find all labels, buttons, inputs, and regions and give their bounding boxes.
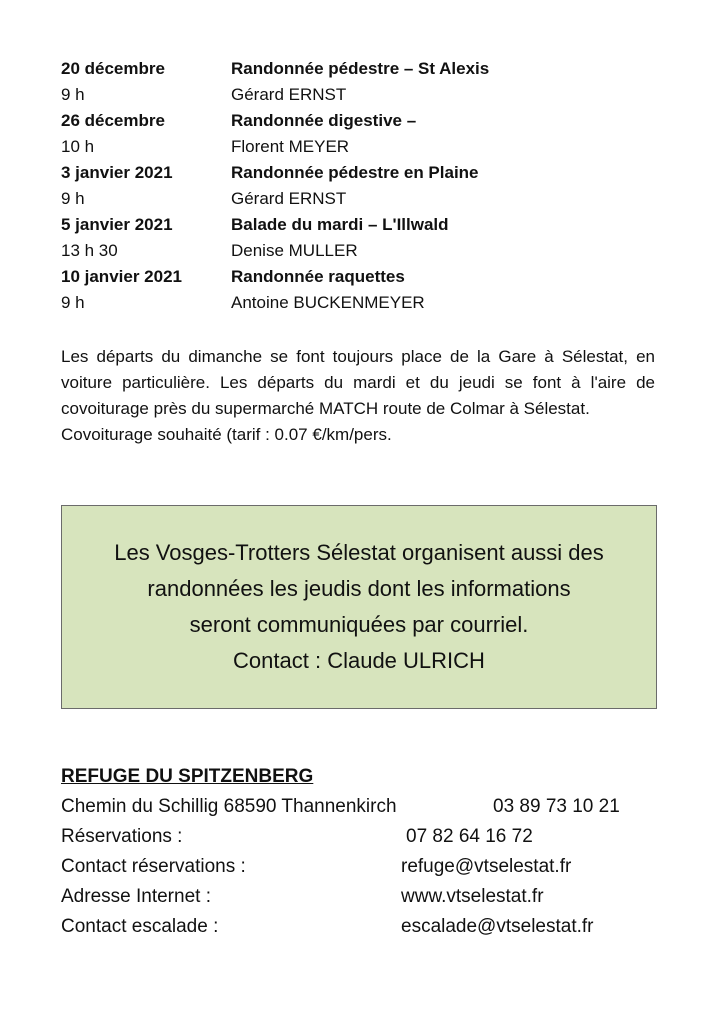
website-label: Adresse Internet : [61,886,211,907]
schedule-event-row [61,264,489,290]
schedule-detail-row [61,82,489,108]
schedule-event-row [61,160,489,186]
website-link[interactable]: www.vtselestat.fr [401,886,544,907]
event-time: 13 h 30 [61,241,118,260]
event-time: 9 h [61,293,85,312]
event-time: 10 h [61,137,95,156]
schedule-list [61,56,489,316]
climbing-contact-email[interactable]: escalade@vtselestat.fr [401,916,594,937]
reservations-row [61,822,661,852]
contact-reservations-email[interactable]: refuge@vtselestat.fr [401,856,572,877]
departure-notes [61,344,655,448]
schedule-detail-row [61,134,489,160]
callout-line: randonnées les jeudis dont les informations [147,576,571,601]
reservations-phone: 07 82 64 16 72 [406,826,533,847]
reservations-label: Réservations : [61,826,183,847]
schedule-detail-row [61,238,489,264]
refuge-address: Chemin du Schillig 68590 Thannenkirch [61,796,397,817]
website-row [61,882,661,912]
refuge-address-row [61,792,661,822]
refuge-phone: 03 89 73 10 21 [493,796,620,817]
event-date: 3 janvier 2021 [61,163,173,182]
schedule-event-row [61,108,489,134]
climbing-contact-label: Contact escalade : [61,916,219,937]
event-time: 9 h [61,85,85,104]
climbing-contact-row [61,912,661,942]
contact-reservations-row [61,852,661,882]
event-guide: Gérard ERNST [231,189,347,208]
schedule-event-row [61,56,489,82]
event-title: Randonnée raquettes [231,267,405,286]
event-guide: Antoine BUCKENMEYER [231,293,425,312]
contact-reservations-label: Contact réservations : [61,856,246,877]
schedule-detail-row [61,186,489,212]
event-guide: Denise MULLER [231,241,358,260]
event-guide: Florent MEYER [231,137,350,156]
callout-contact: Contact : Claude ULRICH [233,648,485,673]
event-date: 26 décembre [61,111,165,130]
carpool-paragraph: Covoiturage souhaité (tarif : 0.07 €/km/pers. [61,425,392,444]
event-date: 10 janvier 2021 [61,267,182,286]
refuge-section [61,764,661,942]
event-title: Randonnée digestive – [231,111,417,130]
refuge-title: REFUGE DU SPITZENBERG [61,766,314,787]
event-date: 20 décembre [61,59,165,78]
event-title: Balade du mardi – L'Illwald [231,215,449,234]
schedule-event-row [61,212,489,238]
thursday-hikes-callout [61,505,657,709]
event-guide: Gérard ERNST [231,85,347,104]
departures-paragraph: Les départs du dimanche se font toujours place de la Gare à Sélestat, en voiture particulière. Les départs du mardi et du jeudi se font à l'aire de covoiturage près du supermarché MATCH route de Colmar à Sélestat. [61,347,655,418]
schedule-detail-row [61,290,489,316]
callout-line: seront communiquées par courriel. [189,612,529,637]
callout-line: Les Vosges-Trotters Sélestat organisent aussi des [114,540,604,565]
event-title: Randonnée pédestre – St Alexis [231,59,490,78]
event-time: 9 h [61,189,85,208]
event-date: 5 janvier 2021 [61,215,173,234]
event-title: Randonnée pédestre en Plaine [231,163,479,182]
